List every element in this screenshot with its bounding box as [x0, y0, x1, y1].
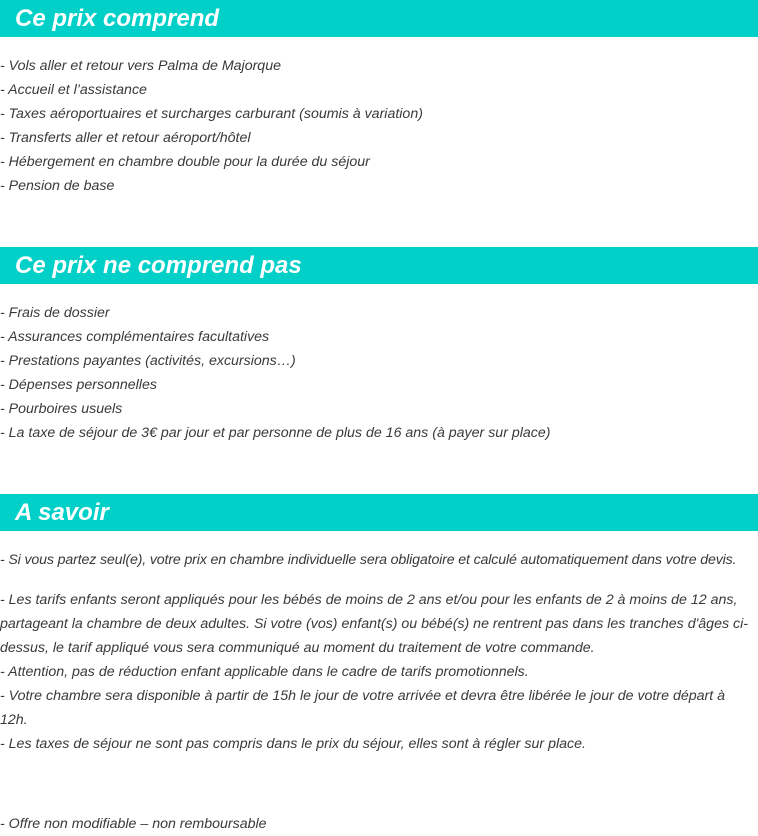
paragraph-line: dessus, le tarif appliqué vous sera communiqué au moment du traitement de votre commande.: [0, 640, 595, 656]
paragraph-line: - Les tarifs enfants seront appliqués pour les bébés de moins de 2 ans et/ou pour les enfants de 2 à moins de 12 ans,: [0, 592, 738, 608]
list-item: - Taxes aéroportuaires et surcharges carburant (soumis à variation): [0, 106, 423, 122]
list-item: - Assurances complémentaires facultatives: [0, 329, 270, 345]
list-item: - Pension de base: [0, 178, 115, 194]
paragraph-line: - Votre chambre sera disponible à partir de 15h le jour de votre arrivée et devra être libérée le jour de votre départ à: [0, 688, 726, 704]
list-item: - Hébergement en chambre double pour la durée du séjour: [0, 154, 370, 170]
good-to-know-footer: [0, 812, 756, 836]
list-item: - Dépenses personnelles: [0, 377, 157, 393]
list-item: - Accueil et l’assistance: [0, 82, 147, 98]
list-item: - Prestations payantes (activités, excursions…): [0, 353, 296, 369]
non-refundable-note: - Offre non modifiable – non remboursable: [0, 816, 267, 832]
paragraph-line: - Les taxes de séjour ne sont pas compris dans le prix du séjour, elles sont à régler sur place.: [0, 736, 586, 752]
list-item: - Transferts aller et retour aéroport/hôtel: [0, 130, 251, 146]
not-included-list: [0, 301, 758, 445]
paragraph-line: - Attention, pas de réduction enfant applicable dans le cadre de tarifs promotionnels.: [0, 664, 529, 680]
section-header-good-to-know: [0, 494, 758, 531]
list-item: - La taxe de séjour de 3€ par jour et par personne de plus de 16 ans (à payer sur place): [0, 425, 551, 441]
list-item: - Vols aller et retour vers Palma de Majorque: [0, 58, 281, 74]
section-title-good-to-know: A savoir: [15, 499, 109, 526]
included-list: [0, 54, 758, 198]
section-title-included: Ce prix comprend: [15, 5, 220, 32]
good-to-know-intro: [0, 548, 756, 572]
paragraph-line: - Si vous partez seul(e), votre prix en chambre individuelle sera obligatoire et calculé automatiquement dans votre devis.: [0, 552, 737, 568]
list-item: - Pourboires usuels: [0, 401, 123, 417]
list-item: - Frais de dossier: [0, 305, 110, 321]
good-to-know-details: [0, 588, 756, 756]
section-header-not-included: [0, 247, 758, 284]
paragraph-line: 12h.: [0, 712, 28, 728]
section-title-not-included: Ce prix ne comprend pas: [15, 252, 302, 279]
paragraph-line: partageant la chambre de deux adultes. Si votre (vos) enfant(s) ou bébé(s) ne rentrent pas dans les tranches d'âges ci-: [0, 616, 748, 632]
section-header-included: [0, 0, 758, 37]
